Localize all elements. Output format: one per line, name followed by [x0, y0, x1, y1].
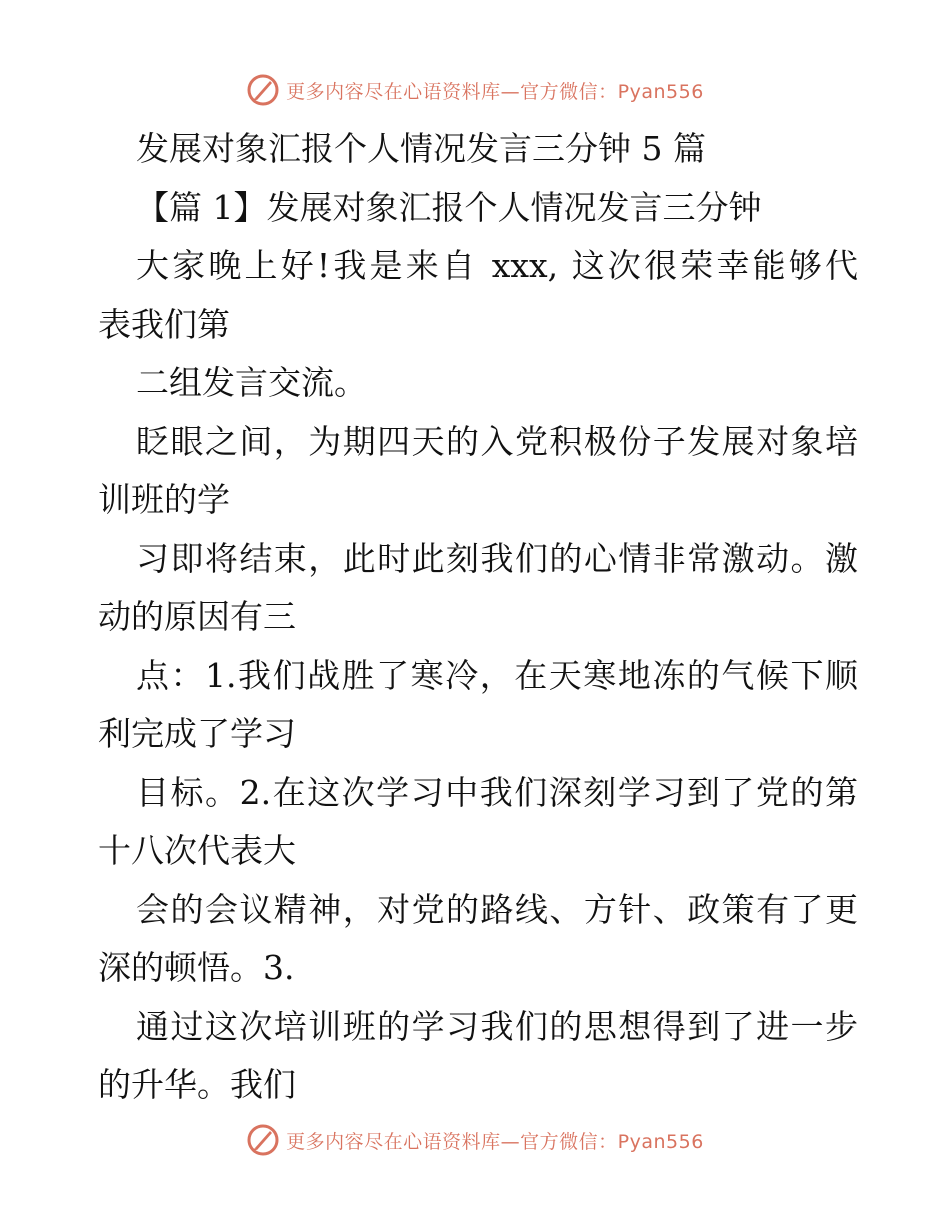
paragraph-line: 训班的学	[98, 480, 230, 519]
header-watermark-banner	[0, 70, 950, 110]
feather-pen-logo-icon	[246, 1123, 280, 1157]
paragraph-line: 点：1.我们战胜了寒冷，在天寒地冻的气候下顺	[136, 655, 858, 695]
paragraph-line: 动的原因有三	[98, 597, 296, 636]
paragraph-line: 深的顿悟。3.	[98, 948, 295, 987]
document-title: 发展对象汇报个人情况发言三分钟 5 篇	[136, 129, 706, 168]
header-watermark-text: 更多内容尽在心语资料库—官方微信：Pyan556	[286, 80, 704, 103]
paragraph-line: 二组发言交流。	[136, 363, 367, 402]
paragraph-line: 眨眼之间，为期四天的入党积极份子发展对象培	[136, 421, 858, 461]
footer-watermark-banner	[0, 1120, 950, 1160]
paragraph-line: 十八次代表大	[98, 831, 296, 870]
paragraph-line: 的升华。我们	[98, 1065, 296, 1104]
section-heading: 【篇 1】发展对象汇报个人情况发言三分钟	[136, 187, 762, 227]
footer-watermark-text: 更多内容尽在心语资料库—官方微信：Pyan556	[286, 1130, 704, 1153]
paragraph-line: 大家晚上好!我是来自 xxx, 这次很荣幸能够代	[136, 246, 858, 285]
paragraph-line: 会的会议精神，对党的路线、方针、政策有了更	[136, 889, 858, 929]
paragraph-line: 利完成了学习	[98, 714, 296, 753]
paragraph-line: 通过这次培训班的学习我们的思想得到了进一步	[136, 1006, 858, 1046]
document-body	[98, 120, 858, 1115]
paragraph-line: 目标。2.在这次学习中我们深刻学习到了党的第	[136, 772, 858, 812]
feather-pen-logo-icon	[246, 73, 280, 107]
paragraph-line: 表我们第	[98, 304, 230, 344]
paragraph-line: 习即将结束，此时此刻我们的心情非常激动。激	[136, 538, 858, 578]
